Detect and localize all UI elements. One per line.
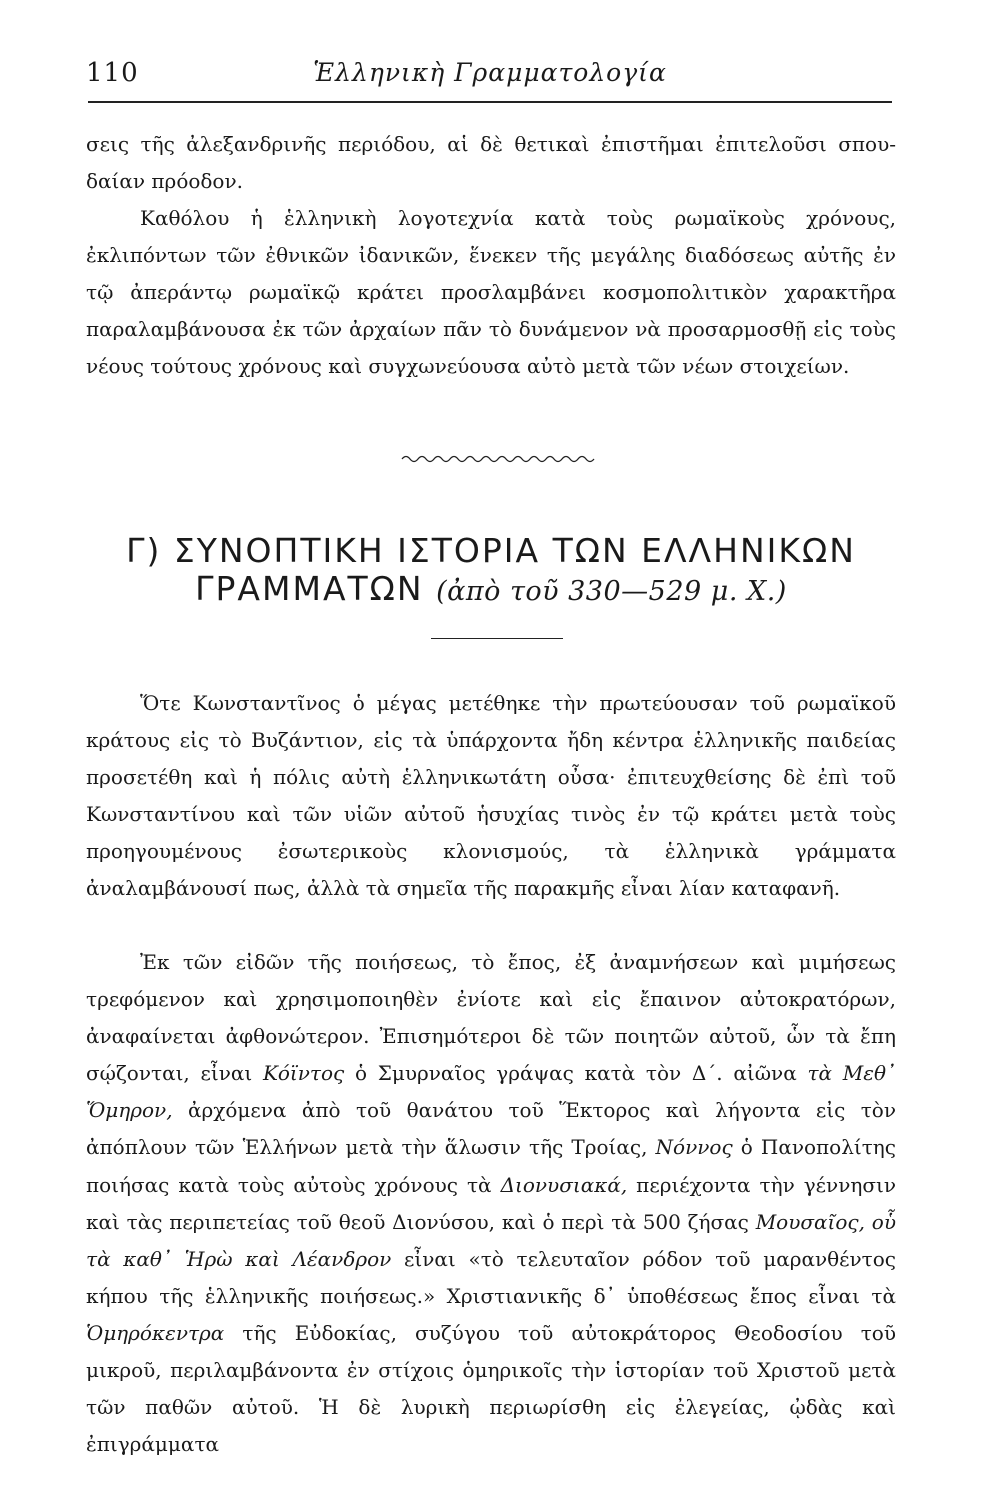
p2-text-c: ἀρχόμενα ἀπὸ τοῦ θανάτου τοῦ Ἕκτορος καὶ λήγοντα εἰς τὸν ἀπόπλουν τῶν Ἑλλήνων μετὰ τὴν ἅλωσιν τῆς Τροίας, [86,1098,896,1160]
page-header [86,54,894,98]
section-title [86,532,896,611]
intro-paragraph-2: Καθόλου ἡ ἑλληνικὴ λογοτεχνία κατὰ τοὺς ρωμαϊκοὺς χρόνους, ἐκλιπόντων τῶν ἐθνικῶν ἰδανικῶν, ἕνεκεν τῆς μεγάλης διαδόσεως αὐτῆς ἐν τῷ ἀπεράντῳ ρωμαϊκῷ κράτει προσλαμβάνει κοσμοπολιτικὸν χαρακτῆρα παραλαμβάνουσα ἐκ τῶν ἀρχαίων πᾶν τὸ δυνάμενον νὰ προσαρμοσθῇ εἰς τοὺς νέους τούτους χρόνους καὶ συγχωνεύουσα αὐτὸ μετὰ τῶν νέων στοιχείων. [86,206,896,379]
section-title-line-1: Γ) ΣΥΝΟΠΤΙΚΗ ΙΣΤΟΡΙΑ ΤΩΝ ΕΛΛΗΝΙΚΩΝ [126,531,856,570]
intro-line-2: δαίαν πρόοδον. [86,169,243,194]
wavy-ornament-divider [400,452,596,466]
title-rule [431,638,563,639]
nonnos-name: Νόννος [655,1135,733,1160]
section-title-line-2: ΓΡΑΜΜΑΤΩΝ [195,569,424,608]
page-number: 110 [86,58,139,88]
work-hero-leander: Μουσαῖος, οὗ τὰ καθ᾿ Ἡρὼ καὶ Λέανδρον [86,1209,896,1271]
section-dates: (ἀπὸ τοῦ 330—529 μ. Χ.) [436,576,787,607]
p2-text-e: περιέχοντα τὴν γέννησιν καὶ τὰς περιπετείας τοῦ θεοῦ Διονύσου, καὶ ὁ περὶ τὰ 500 ζήσας [86,1172,896,1234]
work-homerokentra: Ὁμηρόκεντρα [86,1320,225,1345]
p2-text-a: Ἐκ τῶν εἰδῶν τῆς ποιήσεως, τὸ ἔπος, ἐξ ἀναμνήσεων καὶ μιμήσεως τρεφόμενον καὶ χρησιμοποιηθὲν ἐνίοτε καὶ εἰς ἔπαινον αὐτοκρατόρων, ἀναφαίνεται ἀφθονώτερον. Ἐπισημότεροι δὲ τῶν ποιητῶν αὐτοῦ, ὧν τὰ ἔπη σῴζονται, εἶναι [86,950,896,1086]
p2-text-b: ὁ Σμυρναῖος γράψας κατὰ τὸν Δ΄. αἰῶνα [344,1061,808,1086]
quintus-name: Κόϊντος [262,1061,345,1086]
work-meth-homeron: τὰ Μεθ᾿ Ὅμηρον, [86,1061,896,1123]
work-dionysiaka: Διονυσιακά, [500,1172,628,1197]
p2-text-d: ὁ Πανοπολίτης ποιήσας κατὰ τοὺς αὐτοὺς χρόνους τὰ [86,1135,896,1197]
p2-text-f: εἶναι «τὸ τελευταῖον ρόδον τοῦ μαρανθέντος κήπου τῆς ἑλληνικῆς ποιήσεως.» Χριστιανικῆς δ᾿ ὑποθέσεως ἔπος εἶναι τὰ [86,1246,896,1308]
intro-line-1: σεις τῆς ἀλεξανδρινῆς περιόδου, αἱ δὲ θετικαὶ ἐπιστῆμαι ἐπιτελοῦσι σπου- [86,132,896,156]
body-paragraph-2 [86,944,896,1463]
header-rule [88,101,892,103]
running-title: Ἑλληνικὴ Γραμματολογία [313,58,667,87]
intro-paragraph-end [86,126,896,200]
p2-text-g: τῆς Εὐδοκίας, συζύγου τοῦ αὐτοκράτορος Θεοδοσίου τοῦ μικροῦ, περιλαμβάνοντα ἐν στίχοις ὁμηρικοῖς τὴν ἱστορίαν τοῦ Χριστοῦ μετὰ τῶν παθῶν αὐτοῦ. Ἡ δὲ λυρικὴ περιωρίσθη εἰς ἐλεγείας, ᾠδὰς καὶ ἐπιγράμματα [86,1320,896,1457]
body-paragraph-1: Ὅτε Κωνσταντῖνος ὁ μέγας μετέθηκε τὴν πρωτεύουσαν τοῦ ρωμαϊκοῦ κράτους εἰς τὸ Βυζάντιον, εἰς τὰ ὑπάρχοντα ἤδη κέντρα ἑλληνικῆς παιδείας προσετέθη καὶ ἡ πόλις αὐτὴ ἑλληνικωτάτη οὖσα· ἐπιτευχθείσης δὲ ἐπὶ τοῦ Κωνσταντίνου καὶ τῶν υἱῶν αὐτοῦ ἡσυχίας τινὸς ἐν τῷ κράτει μετὰ τοὺς προηγουμένους ἐσωτερικοὺς κλονισμούς, τὰ ἑλληνικὰ γράμματα ἀναλαμβάνουσί πως, ἀλλὰ τὰ σημεῖα τῆς παρακμῆς εἶναι λίαν καταφανῆ. [86,691,896,901]
